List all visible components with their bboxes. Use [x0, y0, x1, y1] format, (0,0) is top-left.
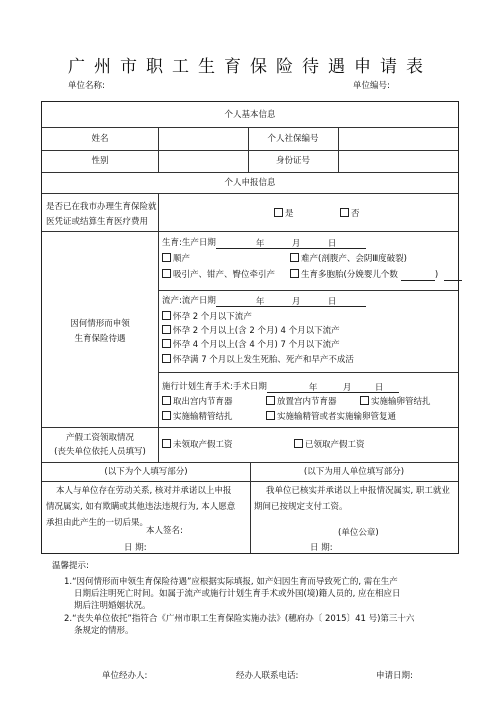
- miscarriage-label: 流产:流产日期: [162, 296, 216, 306]
- birth-date-row: [162, 237, 366, 249]
- notes-heading: 温馨提示:: [52, 561, 89, 571]
- person-statement-1: 本人与单位存在劳动关系, 核对并承诺以上申报: [56, 486, 232, 496]
- surgery-option-4[interactable]: 实施输精管结扎: [162, 411, 233, 423]
- no-checkbox[interactable]: [340, 208, 349, 217]
- miscarriage-date-field[interactable]: 年 月 日: [216, 296, 366, 307]
- gender-label: 性别: [91, 156, 109, 166]
- natural-birth-option[interactable]: 顺产: [162, 253, 190, 265]
- yes-option[interactable]: 是: [274, 208, 294, 220]
- pay-not-received-option[interactable]: 未领取产假工资: [162, 439, 233, 451]
- signature-label: 本人签名:: [146, 526, 183, 536]
- surgery-date-row: [162, 381, 399, 393]
- person-date-label: 日 期:: [124, 543, 147, 553]
- name-field[interactable]: [159, 129, 247, 149]
- surgery-date-field[interactable]: 年 月 日: [267, 382, 399, 393]
- note-1a: 1.“因何情形而申领生育保险待遇”应根据实际填报, 如产妇因生育而导致死亡的, 需在生产: [64, 577, 398, 587]
- maternity-pay-label1: 产假工资领取情况: [65, 433, 134, 443]
- miscarriage-date-row: [162, 295, 366, 307]
- ssn-label: 个人社保编号: [267, 134, 319, 144]
- multiple-birth-option[interactable]: 生育多胞胎(分娩婴儿个数 ): [290, 269, 462, 281]
- surgery-option-3[interactable]: 实施输卵管结扎: [360, 396, 431, 408]
- baby-count-field[interactable]: [401, 270, 435, 281]
- surgery-option-5[interactable]: 实施输精管或者实施输卵管复通: [266, 411, 396, 423]
- miscarriage-option-3[interactable]: 怀孕 4 个月以上(含 4 个月) 7 个月以下流产: [162, 339, 340, 351]
- application-table: [41, 101, 459, 554]
- pay-received-option[interactable]: 已领取产假工资: [294, 439, 365, 451]
- unit-section-header: (以下为用人单位填写部分): [303, 467, 405, 477]
- reason-line2: 生育保险待遇: [74, 334, 126, 344]
- assisted-birth-option[interactable]: 吸引产、钳产、臀位牵引产: [162, 269, 275, 281]
- no-option[interactable]: 否: [340, 208, 360, 220]
- surgery-label: 施行计划生育手术:手术日期: [162, 382, 267, 392]
- surgery-option-2[interactable]: 放置宫内节育器: [266, 396, 337, 408]
- unit-seal-label: (单位公章): [338, 528, 379, 538]
- difficult-birth-option[interactable]: 难产(剖腹产、会阴Ⅲ度破裂): [290, 253, 407, 265]
- unit-handler-label: 单位经办人:: [102, 671, 148, 681]
- local-question-line1: 是否已在我市办理生育保险就: [46, 202, 157, 212]
- personal-info-header: 个人基本信息: [224, 110, 276, 120]
- note-2b: 条规定的情形。: [74, 626, 134, 636]
- ssn-field[interactable]: [339, 129, 457, 149]
- declaration-header: 个人申报信息: [224, 178, 276, 188]
- handler-phone-label: 经办人联系电话:: [236, 671, 299, 681]
- reason-line1: 因何情形而申领: [70, 319, 130, 329]
- name-label: 姓名: [91, 134, 109, 144]
- note-2a: 2.“丧失单位依托”指符合《广州市职工生育保险实施办法》(穗府办〔 2015〕41 号)第三十六: [64, 614, 415, 624]
- form-title: 广州市职工生育保险待遇申请表: [68, 57, 432, 77]
- unit-statement-1: 我单位已核实并承诺以上申报情况属实, 职工就业: [266, 486, 450, 496]
- person-section-header: (以下为个人填写部分): [104, 467, 188, 477]
- id-number-label: 身份证号: [275, 156, 310, 166]
- miscarriage-option-1[interactable]: 怀孕 2 个月以下流产: [162, 311, 252, 323]
- miscarriage-option-4[interactable]: 怀孕满 7 个月以上发生死胎、死产和早产不成活: [162, 354, 354, 366]
- note-1b: 日期后注明死亡时间。如属于流产或施行计划生育手术或外国(境)籍人员的, 应在相应日: [74, 589, 401, 599]
- person-statement-2: 情况属实, 如有欺瞒或其他违法违规行为, 本人愿意: [46, 502, 236, 512]
- maternity-pay-label2: (丧失单位依托人员填写): [54, 447, 146, 457]
- gender-field[interactable]: [159, 152, 247, 171]
- person-statement-3: 承担由此产生的一切后果。: [46, 518, 149, 528]
- id-number-field[interactable]: [339, 152, 457, 171]
- unit-statement-2: 期间已按规定支付工资。: [254, 502, 348, 512]
- note-1c: 期后注明婚姻状况。: [74, 601, 151, 611]
- miscarriage-option-2[interactable]: 怀孕 2 个月以上(含 2 个月) 4 个月以下流产: [162, 325, 340, 337]
- birth-date-field[interactable]: 年 月 日: [216, 238, 366, 249]
- local-question-line2: 医凭证或结算生育医疗费用: [46, 217, 149, 227]
- unit-number-label: 单位编号:: [353, 81, 390, 91]
- birth-label: 生育:生产日期: [162, 238, 216, 248]
- apply-date-label: 申请日期:: [376, 671, 413, 681]
- unit-name-label: 单位名称:: [68, 81, 105, 91]
- yes-checkbox[interactable]: [274, 208, 283, 217]
- surgery-option-1[interactable]: 取出宫内节育器: [162, 396, 233, 408]
- unit-date-label: 日 期:: [310, 543, 333, 553]
